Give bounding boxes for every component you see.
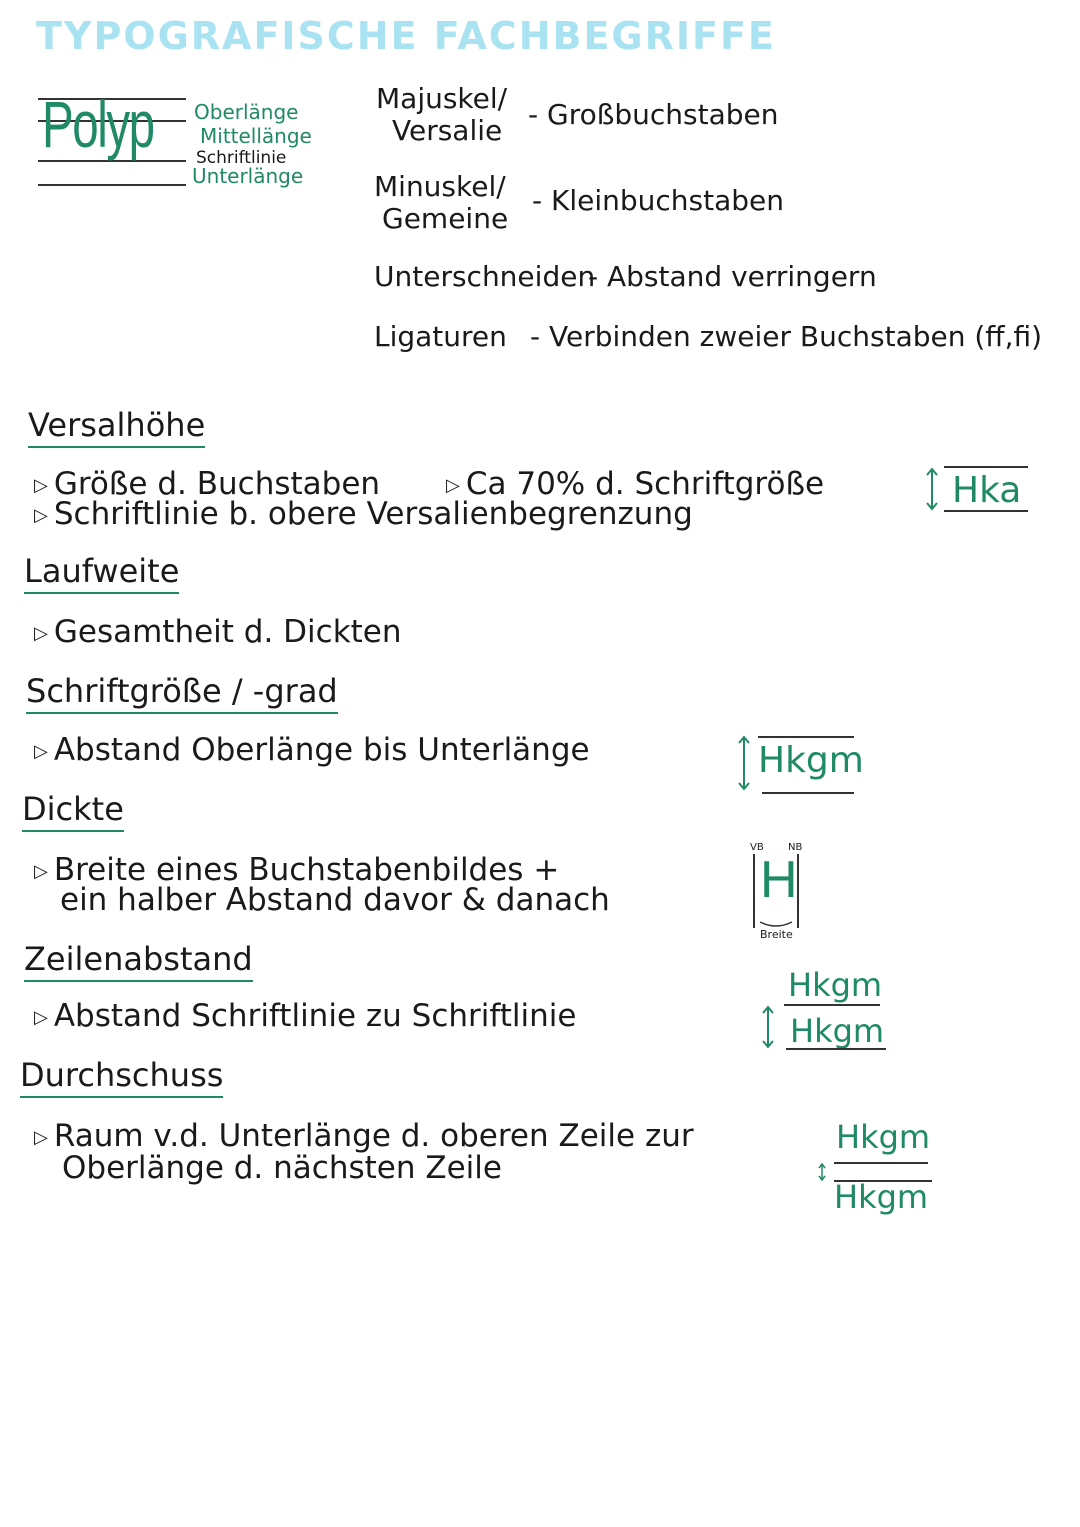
heading-dickte: Dickte xyxy=(22,790,124,832)
label-hkgm-bottom: Hkgm xyxy=(790,1012,885,1050)
term-majuskel: Majuskel/ xyxy=(376,82,508,115)
bullet-item: ▷ Raum v.d. Unterlänge d. oberen Zeile zur xyxy=(34,1118,694,1154)
page-title: TYPOGRAFISCHE FACHBEGRIFFE xyxy=(36,14,776,58)
bullet-text: Oberlänge d. nächsten Zeile xyxy=(62,1150,502,1186)
term-versalie: Versalie xyxy=(392,114,503,147)
label-hka: Hka xyxy=(952,470,1022,511)
label-breite: Breite xyxy=(760,928,793,941)
desc-unterschneiden: - Abstand verringern xyxy=(588,260,877,293)
bullet-item: ▷ Abstand Schriftlinie zu Schriftlinie xyxy=(34,998,577,1034)
bullet-item: ▷ Abstand Oberlänge bis Unterlänge xyxy=(34,732,590,768)
label-vb: VB xyxy=(750,842,764,853)
label-hkgm: Hkgm xyxy=(758,740,864,781)
heading-versalhoehe: Versalhöhe xyxy=(28,406,205,448)
label-schriftlinie: Schriftlinie xyxy=(196,148,287,168)
desc-ligaturen: - Verbinden zweier Buchstaben (ff,fi) xyxy=(530,320,1043,353)
double-arrow-icon xyxy=(736,734,752,792)
heading-laufweite: Laufweite xyxy=(24,552,179,594)
polyp-word: Polyp xyxy=(42,87,154,161)
label-mittellaenge: Mittellänge xyxy=(200,124,312,148)
bullet-item: ▷ Ca 70% d. Schriftgröße xyxy=(446,466,825,502)
heading-zeilenabstand: Zeilenabstand xyxy=(24,940,253,982)
desc-minuskel: - Kleinbuchstaben xyxy=(532,184,785,217)
label-nb: NB xyxy=(788,842,803,853)
bullet-item: ▷ Gesamtheit d. Dickten xyxy=(34,614,402,650)
term-gemeine: Gemeine xyxy=(382,202,509,235)
label-oberlaenge: Oberlänge xyxy=(194,100,299,124)
label-hkgm-top: Hkgm xyxy=(836,1118,931,1156)
term-unterschneiden: Unterschneiden xyxy=(374,260,596,293)
label-unterlaenge: Unterlänge xyxy=(192,164,304,188)
label-hkgm-top: Hkgm xyxy=(788,966,883,1004)
bullet-text: ein halber Abstand davor & danach xyxy=(60,882,610,918)
term-ligaturen: Ligaturen xyxy=(374,320,507,353)
bullet-item: ▷ Breite eines Buchstabenbildes + xyxy=(34,852,560,888)
heading-durchschuss: Durchschuss xyxy=(20,1056,223,1098)
desc-majuskel: - Großbuchstaben xyxy=(528,98,779,131)
double-arrow-icon xyxy=(816,1162,828,1182)
label-hkgm-bottom: Hkgm xyxy=(834,1178,929,1216)
double-arrow-icon xyxy=(760,1004,776,1050)
bullet-item: ▷ Schriftlinie b. obere Versalienbegrenzung xyxy=(34,496,693,532)
double-arrow-icon xyxy=(924,466,940,512)
term-minuskel: Minuskel/ xyxy=(374,170,506,203)
bullet-item: ▷ Größe d. Buchstaben xyxy=(34,466,381,502)
heading-schriftgroesse: Schriftgröße / -grad xyxy=(26,672,338,714)
letter-h: H xyxy=(760,851,798,909)
